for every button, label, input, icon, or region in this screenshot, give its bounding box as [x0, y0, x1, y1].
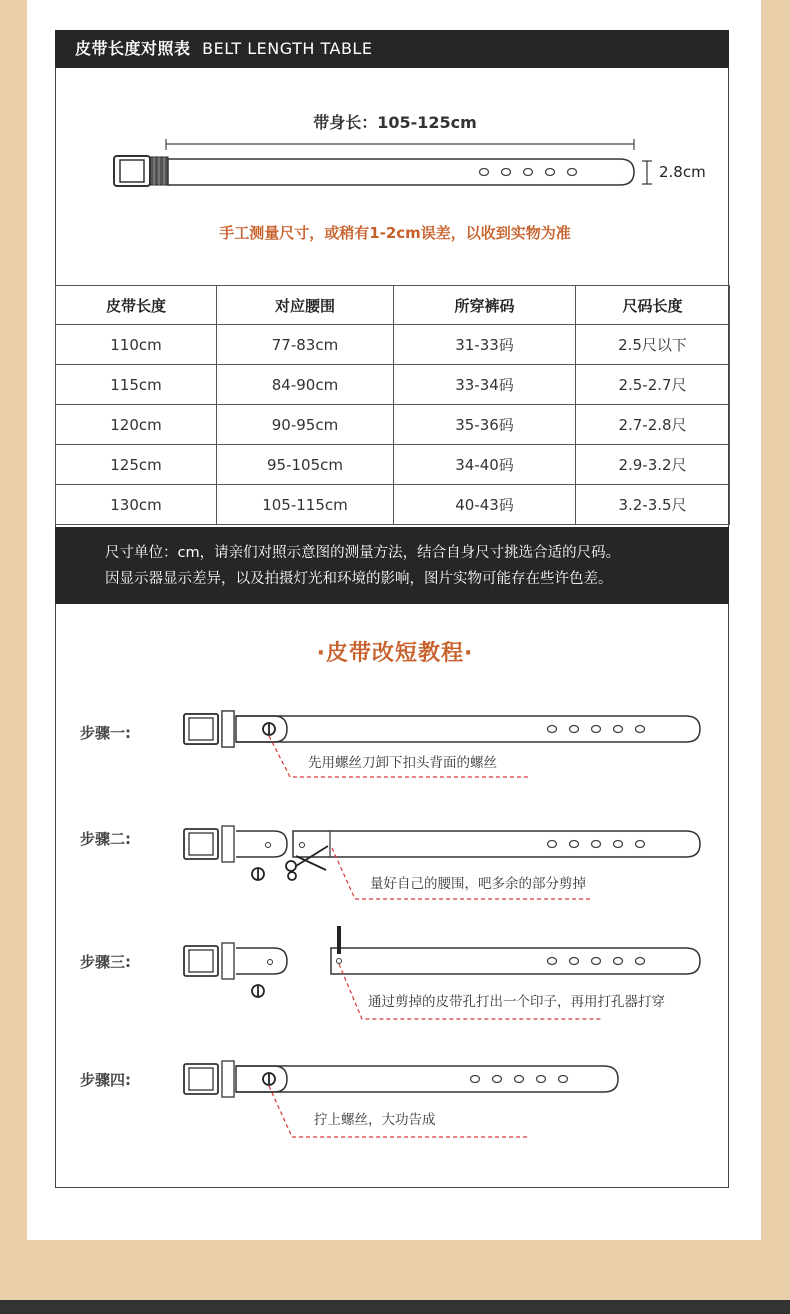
bottom-strip — [0, 1300, 790, 1314]
table-cell: 84-90cm — [217, 365, 394, 405]
screw-icon — [263, 1073, 275, 1085]
belt-length-label: 带身长：105-125cm — [313, 113, 477, 132]
column-header: 尺码长度 — [576, 286, 730, 325]
column-header: 皮带长度 — [56, 286, 217, 325]
screw-icon — [252, 868, 264, 880]
table-cell: 34-40码 — [394, 445, 576, 485]
notice-line-1: 尺寸单位：cm，请亲们对照示意图的测量方法，结合自身尺寸挑选合适的尺码。 — [105, 545, 621, 561]
step-1-illustration — [184, 711, 700, 777]
header-title-en: BELT LENGTH TABLE — [202, 39, 373, 58]
header-title-cn: 皮带长度对照表 — [75, 39, 191, 58]
table-cell: 130cm — [56, 485, 217, 525]
hole-punch-icon — [337, 926, 341, 954]
belt-width-label: 2.8cm — [659, 163, 706, 181]
step-3-label: 步骤三: — [80, 953, 131, 971]
table-cell: 3.2-3.5尺 — [576, 485, 730, 525]
table-cell: 77-83cm — [217, 325, 394, 365]
tutorial-title: ·皮带改短教程· — [316, 641, 474, 666]
table-cell: 40-43码 — [394, 485, 576, 525]
step-1-label: 步骤一: — [80, 724, 131, 742]
screw-icon — [252, 985, 264, 997]
table-cell: 110cm — [56, 325, 217, 365]
table-cell: 115cm — [56, 365, 217, 405]
step-2-label: 步骤二: — [80, 830, 131, 848]
table-cell: 125cm — [56, 445, 217, 485]
table-cell: 95-105cm — [217, 445, 394, 485]
notice-line-2: 因显示器显示差异，以及拍摄灯光和环境的影响，图片实物可能存在些许色差。 — [105, 571, 613, 587]
table-cell: 35-36码 — [394, 405, 576, 445]
table-cell: 105-115cm — [217, 485, 394, 525]
step-4-illustration — [184, 1061, 618, 1137]
step-3-note: 通过剪掉的皮带孔打出一个印子，再用打孔器打穿 — [368, 994, 665, 1010]
table-cell: 31-33码 — [394, 325, 576, 365]
step-4-label: 步骤四: — [80, 1071, 131, 1089]
screw-icon — [263, 723, 275, 735]
measure-note: 手工测量尺寸，或稍有1-2cm误差，以收到实物为准 — [219, 224, 571, 242]
table-cell: 33-34码 — [394, 365, 576, 405]
table-cell: 2.9-3.2尺 — [576, 445, 730, 485]
step-4-note: 拧上螺丝，大功告成 — [314, 1112, 436, 1128]
step-2-illustration — [184, 826, 700, 899]
table-cell: 90-95cm — [217, 405, 394, 445]
step-2-note: 量好自己的腰围，吧多余的部分剪掉 — [370, 876, 586, 892]
table-cell: 120cm — [56, 405, 217, 445]
step-3-illustration — [184, 926, 700, 1019]
column-header: 对应腰围 — [217, 286, 394, 325]
table-cell: 2.5-2.7尺 — [576, 365, 730, 405]
step-1-note: 先用螺丝刀卸下扣头背面的螺丝 — [308, 755, 497, 771]
column-header: 所穿裤码 — [394, 286, 576, 325]
table-cell: 2.5尺以下 — [576, 325, 730, 365]
table-cell: 2.7-2.8尺 — [576, 405, 730, 445]
